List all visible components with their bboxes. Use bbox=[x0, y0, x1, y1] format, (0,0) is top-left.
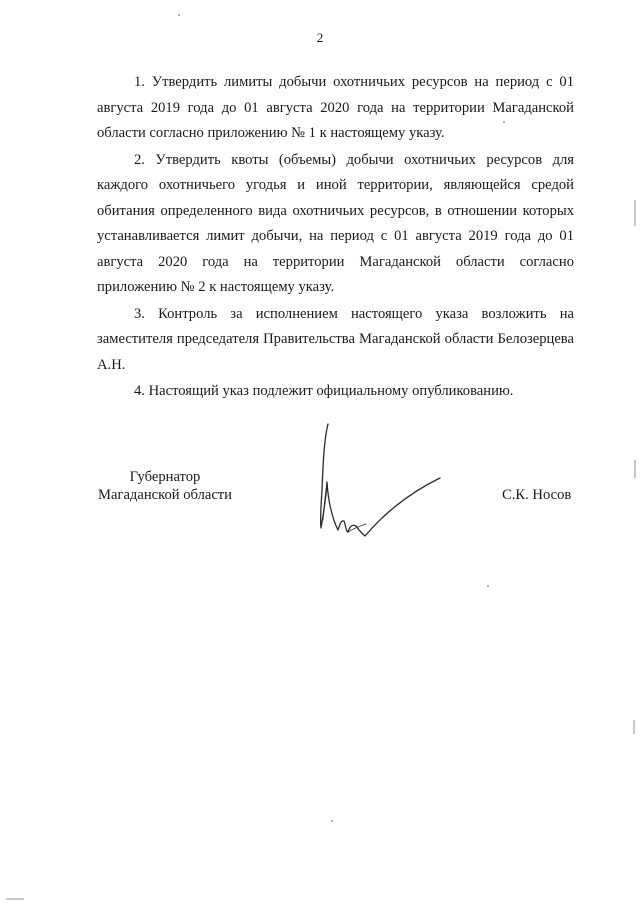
scan-edge-mark bbox=[633, 720, 635, 734]
scan-edge-mark bbox=[6, 898, 24, 900]
signer-position-line-2: Магаданской области bbox=[98, 487, 232, 503]
handwritten-signature bbox=[310, 420, 450, 550]
paragraph-2: 2. Утвердить квоты (объемы) добычи охотничьих ресурсов для каждого охотничьего угодья и иной территории, являющейся средой обитания определенного вида охотничьих ресурсов, в отношении которых устанавливается лимит добычи, на период с 01 августа 2019 года до 01 августа 2020 года на территории Магаданской области согласно приложению № 2 к настоящему указу. bbox=[97, 151, 574, 295]
scan-speck bbox=[331, 820, 333, 822]
scan-edge-mark bbox=[634, 200, 636, 226]
paragraph-1: 1. Утвердить лимиты добычи охотничьих ресурсов на период с 01 августа 2019 года до 01 августа 2020 года на территории Магаданской области согласно приложению № 1 к настоящему указу. bbox=[97, 74, 574, 141]
signer-position bbox=[92, 468, 238, 504]
scan-speck bbox=[503, 121, 505, 123]
scan-speck bbox=[178, 14, 180, 16]
scan-speck bbox=[487, 585, 489, 587]
page-number: 2 bbox=[316, 30, 324, 45]
paragraph-3: 3. Контроль за исполнением настоящего указа возложить на заместителя председателя Правительства Магаданской области Белозерцева А.Н. bbox=[97, 305, 574, 373]
signer-name: С.К. Носов bbox=[502, 487, 572, 503]
signer-position-line-1: Губернатор bbox=[129, 469, 201, 485]
scan-edge-mark bbox=[634, 460, 636, 478]
paragraph-4: 4. Настоящий указ подлежит официальному опубликованию. bbox=[134, 383, 514, 399]
